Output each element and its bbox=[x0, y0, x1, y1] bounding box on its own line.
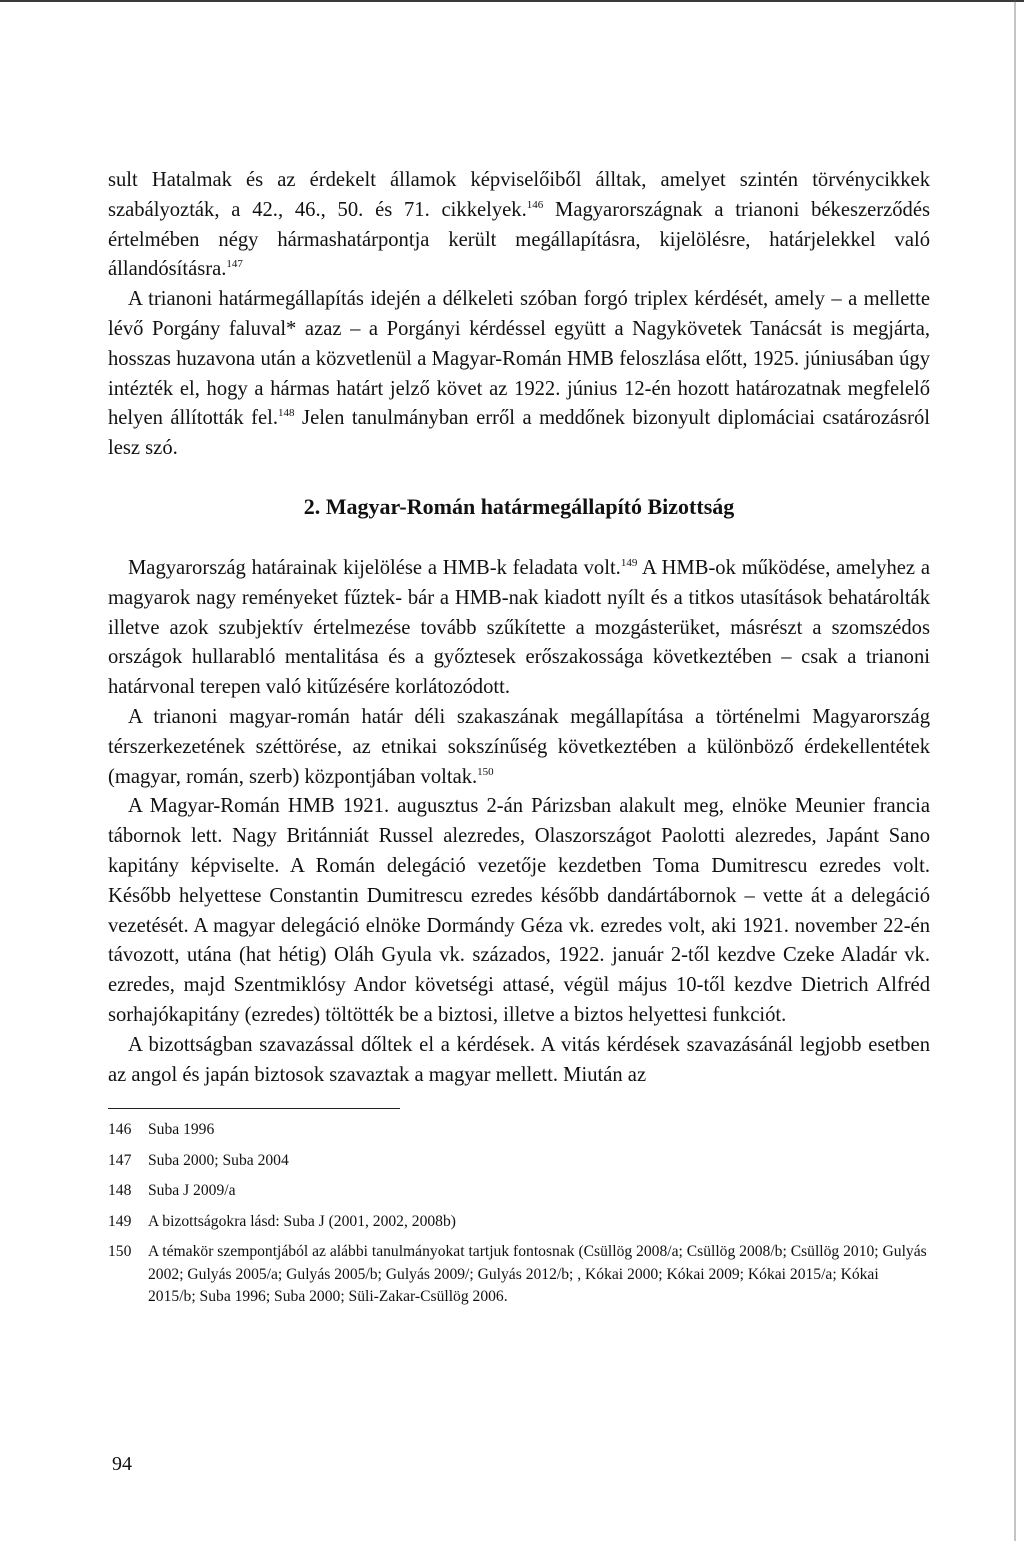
footnote-ref[interactable]: 149 bbox=[620, 556, 638, 569]
paragraph-text: Magyarország határainak kijelölése a HMB-k feladata volt. bbox=[128, 556, 621, 579]
paragraph bbox=[108, 792, 930, 1030]
paragraph bbox=[108, 1031, 930, 1091]
paragraph bbox=[108, 703, 930, 792]
footnote-number: 148 bbox=[108, 1182, 132, 1200]
paragraph-text: A HMB-ok működése, amelyhez a magyarok nagy reményeket fűztek- bár a HMB-nak kiadott nyílt és a titkos utasítások behatárolták illetve azok szubjektív értelmezése tovább szűkítette a mozgásterüket, másrészt a szomszédos országok hullarabló mentalitása és a győztesek erőszakossága következtében – csak a trianoni határvonal terepen való kitűzésére korlátozódott. bbox=[108, 556, 930, 699]
footnote-ref[interactable]: 148 bbox=[278, 407, 295, 420]
paragraph bbox=[108, 285, 930, 464]
footnote-text: Suba 2000; Suba 2004 bbox=[148, 1151, 289, 1169]
paragraph-text: Jelen tanulmányban erről a meddőnek bizonyult diplomáciai csatározásról lesz szó. bbox=[108, 407, 930, 460]
footnote-separator bbox=[108, 1108, 400, 1109]
footnote-number: 146 bbox=[108, 1121, 132, 1139]
footnote-item bbox=[108, 1180, 930, 1203]
main-section bbox=[108, 554, 930, 1090]
paragraph-text: sult Hatalmak és az érdekelt államok képviselőiből álltak, amelyet szintén törvénycikkek szabályozták, a 42., 46., 50. és 71. cikkelyek. bbox=[108, 169, 930, 221]
footnotes-list bbox=[108, 1119, 930, 1309]
top-border-line bbox=[0, 0, 1024, 6]
footnote-item bbox=[108, 1119, 930, 1142]
paragraph-text: A trianoni határmegállapítás idején a délkeleti szóban forgó triplex kérdését, amely – a mellette lévő Porgány faluval* azaz – a Porgányi kérdéssel együtt a Nagykövetek Tanácsát is megjárta, hosszas huzavona után a közvetlenül a Magyar-Román HMB feloszlása előtt, 1925. júniusában úgy intézték el, hogy a hármas határt jelző követ az 1922. június 12-én hozott határozatnak megfelelő helyen állították fel. bbox=[108, 288, 930, 430]
footnote-item bbox=[108, 1241, 930, 1309]
footnote-item bbox=[108, 1150, 930, 1173]
footnote-ref[interactable]: 146 bbox=[526, 198, 544, 211]
footnote-number: 149 bbox=[108, 1212, 132, 1230]
footnote-item bbox=[108, 1211, 930, 1234]
page-number: 94 bbox=[112, 1453, 132, 1475]
footnote-text: Suba J 2009/a bbox=[148, 1182, 236, 1200]
paragraph-text: A trianoni magyar-román határ déli szakaszának megállapítása a történelmi Magyarország térszerkezetének széttörése, az etnikai sokszínűség következtében a különböző érdekellentétek (magyar, román, szerb) központjában voltak. bbox=[108, 705, 930, 788]
footnote-text: A témakör szempontjából az alábbi tanulmányokat tartjuk fontosnak (Csüllög 2008/a; Csüllög 2008/b; Csüllög 2010; Gulyás 2002; Gulyás 2005/a; Gulyás 2005/b; Gulyás 2009/; Gulyás 2012/b; , Kókai 2000; Kókai 2009; Kókai 2015/a; Kókai 2015/b; Suba 1996; Suba 2000; Süli-Zakar-Csüllög 2006. bbox=[148, 1243, 927, 1306]
footnote-text: Suba 1996 bbox=[148, 1121, 215, 1139]
footnote-ref[interactable]: 147 bbox=[226, 258, 243, 271]
footnote-ref[interactable]: 150 bbox=[477, 765, 494, 778]
paragraph-text: A bizottságban szavazással dőltek el a kérdések. A vitás kérdések szavazásánál legjobb esetben az angol és japán biztosok szavaztak a magyar mellett. Miután az bbox=[108, 1033, 930, 1086]
intro-section bbox=[108, 166, 930, 464]
footnote-number: 147 bbox=[108, 1151, 132, 1169]
section-heading: 2. Magyar-Román határmegállapító Bizottság bbox=[303, 493, 735, 519]
paragraph-text: Magyarországnak a trianoni békeszerződés értelmében négy hármashatárpontja került megállapításra, kijelölésre, határjelekkel való állandósításra. bbox=[108, 198, 930, 281]
right-edge-line bbox=[1014, 0, 1016, 1541]
paragraph bbox=[108, 166, 930, 285]
page-body bbox=[108, 166, 930, 1317]
paragraph bbox=[108, 554, 930, 703]
footnote-text: A bizottságokra lásd: Suba J (2001, 2002, 2008b) bbox=[148, 1212, 456, 1230]
paragraph-text: A Magyar-Román HMB 1921. augusztus 2-án Párizsban alakult meg, elnöke Meunier francia tábornok lett. Nagy Británniát Russel alezredes, Olaszországot Paolotti alezredes, Japánt Sano kapitány képviselte. A Román delegáció vezetője kezdetben Toma Dumitrescu ezredes volt. Később helyettese Constantin Dumitrescu ezredes később dandártábornok – vette át a delegáció vezetését. A magyar delegáció elnöke Dormándy Géza vk. ezredes volt, aki 1921. november 22-én távozott, utána (hat hétig) Oláh Gyula vk. százados, 1922. január 2-től kezdve Czeke Aladár vk. ezredes, majd Szentmiklósy Andor követségi attasé, végül május 10-től kezdve Dietrich Alfréd sorhajókapitány (ezredes) töltötték be a biztosi, illetve a biztos helyettesi funkciót. bbox=[108, 795, 930, 1026]
footnote-number: 150 bbox=[108, 1243, 132, 1261]
